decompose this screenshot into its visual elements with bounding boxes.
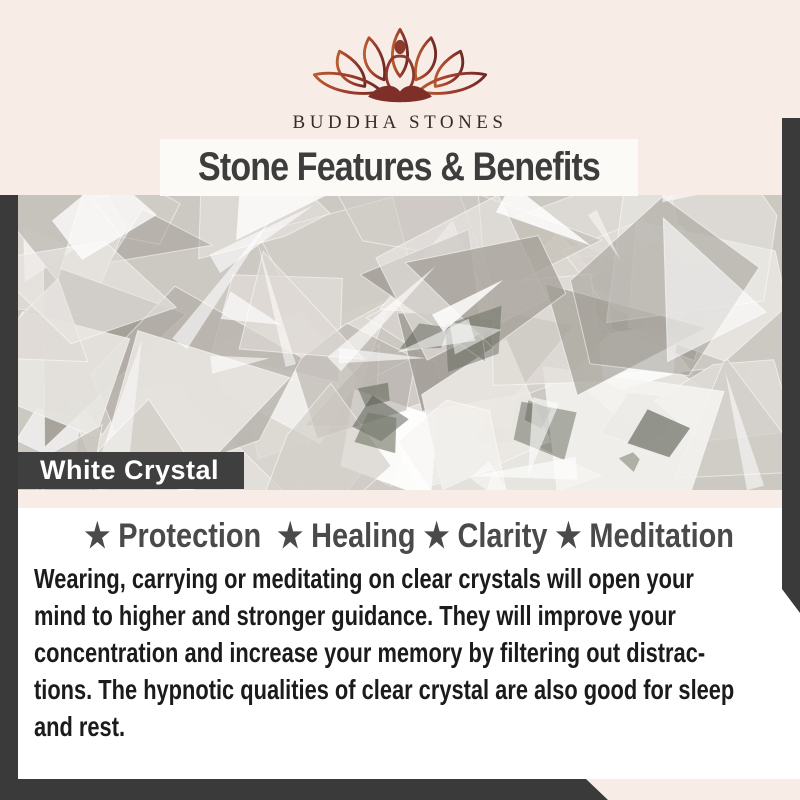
section-title: Stone Features & Benefits — [198, 145, 600, 189]
description-line: mind to higher and stronger guidance. They will improve your — [34, 600, 676, 631]
description — [34, 560, 800, 745]
benefits-text: ★ Protection ★ Healing ★ Clarity ★ Meditation — [84, 517, 734, 555]
title-band — [160, 139, 638, 196]
lotus-meditation-icon — [305, 26, 495, 110]
frame-left-bar — [0, 195, 18, 800]
frame-right-bar — [782, 118, 800, 613]
crystal-photo — [18, 195, 782, 490]
description-line: and rest. — [34, 711, 126, 742]
description-line: tions. The hypnotic qualities of clear crystal are also good for sleep — [34, 674, 735, 705]
content-panel — [18, 508, 800, 779]
brand-header — [0, 0, 800, 140]
brand-name: BUDDHA STONES — [292, 112, 508, 133]
description-line: concentration and increase your memory by filtering out distrac- — [34, 637, 706, 668]
photo-label: White Crystal — [18, 452, 244, 489]
benefits-line — [18, 516, 800, 556]
frame-bottom-bar — [0, 779, 608, 800]
crystal-photo-svg — [18, 195, 782, 490]
description-line: Wearing, carrying or meditating on clear crystals will open your — [34, 563, 694, 594]
